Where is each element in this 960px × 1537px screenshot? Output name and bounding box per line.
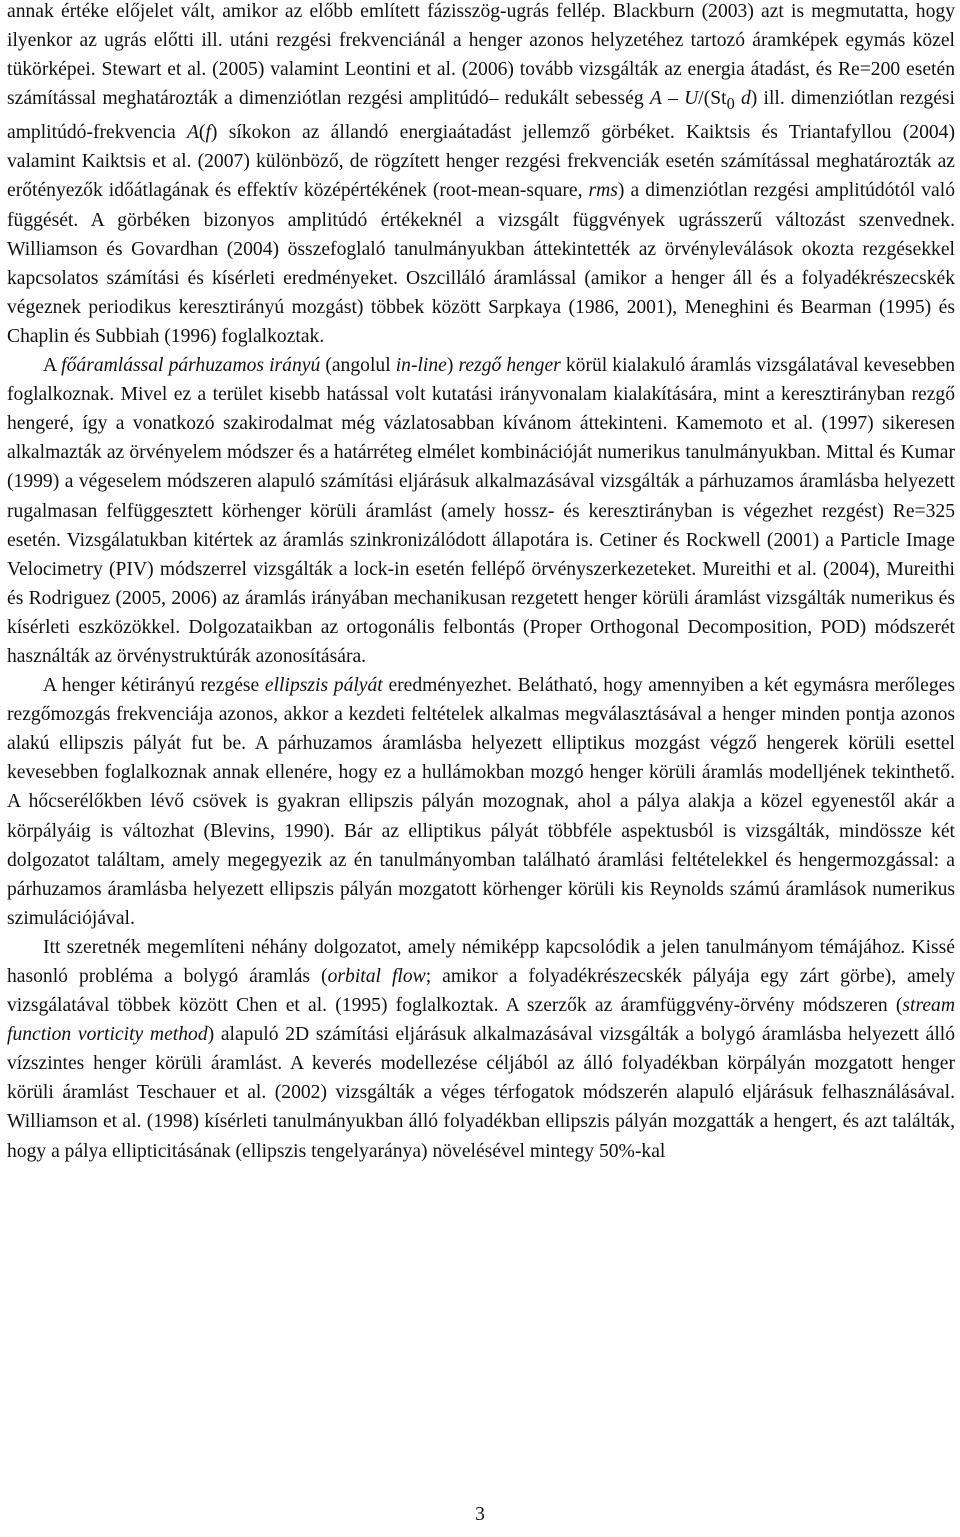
italic-text: stream function vorticity method [7, 995, 955, 1046]
italic-text: rms [588, 180, 618, 202]
italic-text: in-line [395, 355, 447, 377]
subscript-text: 0 [726, 94, 735, 114]
italic-text: d [740, 88, 751, 110]
text-run: (angolul [320, 355, 396, 377]
text-run: A [43, 355, 62, 377]
page-number: 3 [475, 1504, 485, 1525]
text-run: /(St [698, 88, 727, 110]
italic-text: rezgő henger [458, 355, 561, 377]
italic-text: főáramlással párhuzamos irányú [61, 355, 321, 377]
italic-text: A [186, 122, 199, 144]
text-run: ( [198, 122, 206, 144]
text-run: körül kialakuló áramlás vizsgálatával kevesebben foglalkoznak. Mivel ez a terület kisebb hatással volt kutatási irányvonalam kialakítására, mint a keresztirányban rezgő hengeré, így a vonatkozó szakirodalmat még vázlatosabban kívánom áttekinteni. Kamemoto et al. (1997) sikeresen alkalmazták az örvényelem módszer és a határréteg elmélet kombinációját numerikus tanulmányukban. Mittal és Kumar (1999) a végeselem módszeren alapuló számítási eljárásuk alkalmazásával vizsgálták a párhuzamos áramlásba helyezett rugalmasan felfüggesztett körhenger körüli áramlást (amely hossz- és keresztirányban is végezhet rezgést) Re=325 esetén. Vizsgálatukban kitértek az áramlás szinkronizálódott állapotára is. Cetiner és Rockwell (2001) a Particle Image Velocimetry (PIV) módszerrel vizsgálták a lock-in esetén fellépő örvényszerkezeteket. Mureithi et al. (2004), Mureithi és Rodriguez (2005, 2006) az áramlás irányában mechanikusan rezgetett henger körüli áramlást vizsgálták numerikus és kísérleti eszközökkel. Dolgozataikban az ortogonális felbontás (Proper Orthogonal Decomposition, POD) módszerét használták az örvénystruktúrák azonosítására. [7, 355, 956, 667]
text-run: eredményezhet. Belátható, hogy amennyiben a két egymásra merőleges rezgőmozgás frekvenciája azonos, akkor a kezdeti feltételek alkalmas megválasztásával a henger minden pontja azonos alakú ellipszis pályát fut be. A párhuzamos áramlásba helyezett elliptikus mozgást végző hengerek körüli esettel kevesebben foglalkoznak annak ellenére, hogy ez a hullámokban mozgó henger körüli áramlás modelljének tekinthető. A hőcserélőkben lévő csövek is gyakran ellipszis pályán mozognak, ahol a pálya alakja a közel egyenestől akár a körpályáig is változhat (Blevins, 1990). Bár az elliptikus pályát többféle aspektusból is vizsgálták, mindössze két dolgozatot találtam, amely megegyezik az én tanulmányomban található áramlási feltételekkel és hengermozgással: a párhuzamos áramlásba helyezett ellipszis pályán mozgatott körhenger körüli kis Reynolds számú áramlások numerikus szimulációjával. [7, 675, 955, 929]
italic-text: orbital flow [327, 966, 426, 987]
text-run: Itt szeretnék megemlíteni néhány dolgozatot, amely némiképp kapcsolódik a jelen tanulmányom témájához. Kissé hasonló probléma a bolygó áramlás ( [7, 936, 955, 987]
italic-text: f [205, 122, 211, 144]
paragraph-continuation [7, 0, 955, 351]
italic-text: A [649, 88, 662, 110]
italic-text: U [684, 88, 699, 110]
paragraph-related-work [7, 933, 955, 1166]
text-run: ) ill. dimenziótlan rezgési amplitúdó-frekvencia [7, 88, 955, 144]
text-run: ) a dimenziótlan rezgési amplitúdótól való függését. A görbéken bizonyos amplitúdó értékeknél a vizsgált függvények ugrásszerű változást szenvednek. Williamson és Govardhan (2004) összefoglaló tanulmányukban áttekintették az örvényleválások okozta rezgésekkel kapcsolatos számítási és kísérleti eredményeket. Oszcilláló áramlással (amikor a henger áll és a folyadékrészecskék végeznek periodikus keresztirányú mozgást) többek között Sarpkaya (1986, 2001), Meneghini és Bearman (1995) és Chaplin és Subbiah (1996) foglalkoztak. [7, 180, 955, 347]
italic-text: ellipszis pályát [264, 675, 383, 697]
text-run: ) alapuló 2D számítási eljárásuk alkalmazásával vizsgálták a bolygó áramlásba helyezett álló vízszintes henger körüli áramlást. A keverés modellezése céljából az álló folyadékban körpályán mozgatott henger körüli áramlást Teschauer et al. (2002) vizsgálták a véges térfogatok módszerén alapuló eljárásuk felhasználásával. Williamson et al. (1998) kísérleti tanulmányukban álló folyadékban ellipszis pályán mozgatták a hengert, és azt találták, hogy a pálya ellipticitásának (ellipszis tengelyaránya) növelésével mintegy 50%-kal [7, 1024, 956, 1162]
text-run: – [661, 88, 685, 110]
paragraph-elliptic-orbit [7, 671, 955, 933]
text-run: ) síkokon az állandó energiaátadást jellemző görbéket. Kaiktsis és Triantafyllou (2004) valamint Kaiktsis et al. (2007) különböző, de rögzített henger rezgési frekvenciák esetén számítással meghatározták az erőtényezők időátlagának és effektív középértékének (root-mean-square, [7, 122, 955, 202]
text-run: annak értéke előjelet vált, amikor az előbb említett fázisszög-ugrás fellép. Blackburn (2003) azt is megmutatta, hogy ilyenkor az ugrás előtti ill. utáni rezgési frekvenciánál a henger azonos helyzetéhez tartozó áramképek egymás közel tükörképei. Stewart et al. (2005) valamint Leontini et al. (2006) tovább vizsgálták az energia átadást, és Re=200 esetén számítással meghatározták a dimenziótlan rezgési amplitúdó– redukált sebesség [7, 1, 955, 110]
text-run: A henger kétirányú rezgése [43, 675, 265, 697]
text-run: ) [446, 355, 459, 377]
text-run: ; amikor a folyadékrészecskék pályája egy zárt görbe), amely vizsgálatával többek között Chen et al. (1995) foglalkoztak. A szerzők az áramfüggvény-örvény módszeren ( [7, 966, 956, 1017]
body-text [7, 0, 955, 1166]
paragraph-inline-oscillation [7, 351, 955, 671]
